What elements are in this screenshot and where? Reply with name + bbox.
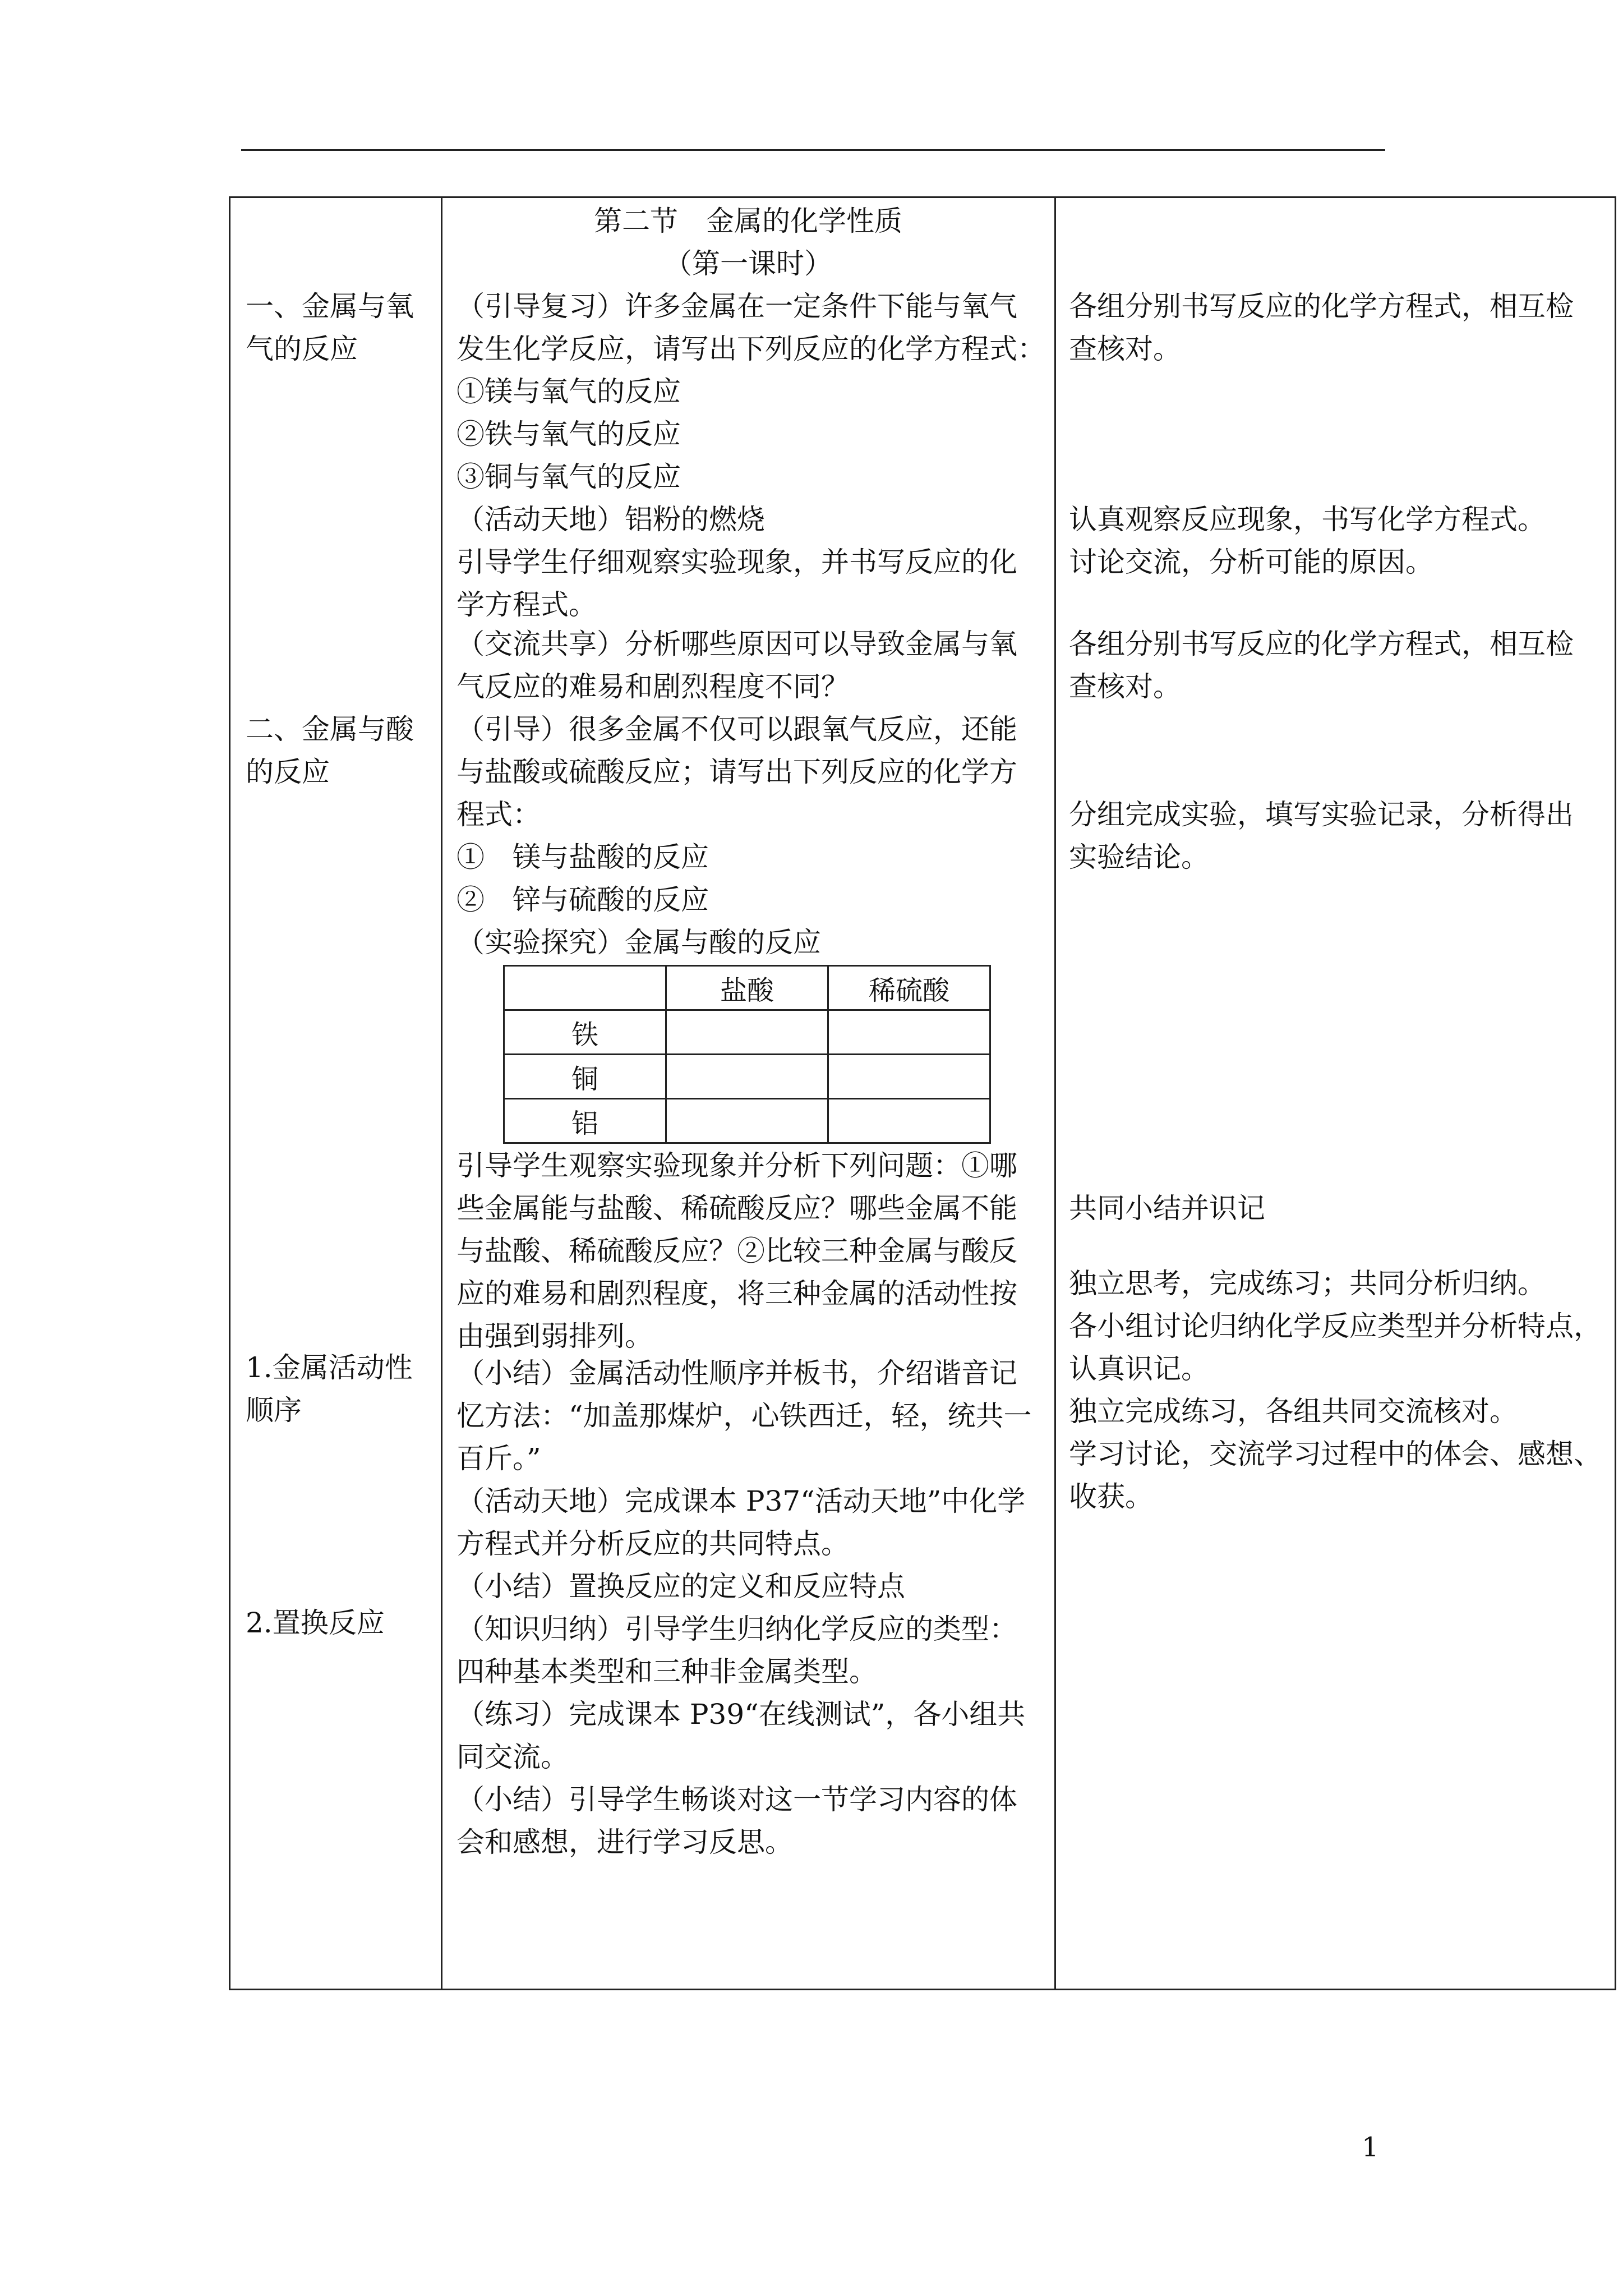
body-line: （小结）置换反应的定义和反应特点 xyxy=(457,1570,905,1603)
body-line: 由强到弱排列。 xyxy=(457,1320,653,1352)
result-cell xyxy=(828,1099,990,1143)
body-line: 四种基本类型和三种非金属类型。 xyxy=(457,1655,877,1688)
body-line: （实验探究）金属与酸的反应 xyxy=(457,926,821,959)
body-line: ①镁与氧气的反应 xyxy=(457,375,681,408)
body-line: 发生化学反应，请写出下列反应的化学方程式： xyxy=(457,333,1045,365)
student-activity-line: 各组分别书写反应的化学方程式，相互检 xyxy=(1069,290,1574,323)
student-activity-line: 分组完成实验，填写实验记录，分析得出 xyxy=(1069,798,1574,831)
experiment-header-cell: 盐酸 xyxy=(666,966,828,1010)
section-heading: 的反应 xyxy=(246,756,330,788)
result-cell xyxy=(666,1055,828,1099)
body-line: （活动天地）完成课本 P37“活动天地”中化学 xyxy=(457,1485,1026,1517)
metal-cell: 铜 xyxy=(504,1055,666,1099)
result-cell xyxy=(666,1010,828,1055)
lesson-subtitle: （第一课时） xyxy=(664,247,832,280)
student-activity-line: 各组分别书写反应的化学方程式，相互检 xyxy=(1069,628,1574,660)
experiment-row xyxy=(504,1099,990,1143)
section-heading: 二、金属与酸 xyxy=(246,713,414,746)
student-activity-line: 学习讨论，交流学习过程中的体会、感想、 xyxy=(1069,1438,1602,1470)
student-activity-line: 认真识记。 xyxy=(1069,1352,1209,1385)
student-activity-line: 讨论交流，分析可能的原因。 xyxy=(1069,546,1433,578)
section-heading: 一、金属与氧 xyxy=(246,290,414,323)
body-line: （引导复习）许多金属在一定条件下能与氧气 xyxy=(457,290,1017,323)
result-cell xyxy=(828,1010,990,1055)
body-line: 百斤。” xyxy=(457,1442,541,1475)
body-line: 程式： xyxy=(457,798,541,831)
body-line: 应的难易和剧烈程度，将三种金属的活动性按 xyxy=(457,1277,1017,1310)
lesson-title: 第二节 金属的化学性质 xyxy=(594,205,902,237)
experiment-header-row xyxy=(504,966,990,1010)
table-bottom-border xyxy=(229,1989,1616,1990)
body-line: （知识归纳）引导学生归纳化学反应的类型： xyxy=(457,1613,1017,1645)
column-divider-2 xyxy=(1054,196,1056,1990)
experiment-table xyxy=(503,965,991,1144)
student-activity-line: 实验结论。 xyxy=(1069,841,1209,873)
metal-cell: 铁 xyxy=(504,1010,666,1055)
experiment-row xyxy=(504,1010,990,1055)
section-heading: 顺序 xyxy=(246,1394,302,1427)
result-cell xyxy=(828,1055,990,1099)
experiment-row xyxy=(504,1055,990,1099)
body-line: 会和感想，进行学习反思。 xyxy=(457,1826,793,1858)
body-line: ② 锌与硫酸的反应 xyxy=(457,884,709,916)
body-line: （活动天地）铝粉的燃烧 xyxy=(457,503,765,536)
student-activity-line: 共同小结并识记 xyxy=(1069,1192,1265,1225)
body-line: 与盐酸、稀硫酸反应？②比较三种金属与酸反 xyxy=(457,1235,1017,1267)
table-top-border xyxy=(229,196,1616,198)
body-line: （小结）引导学生畅谈对这一节学习内容的体 xyxy=(457,1783,1017,1816)
student-activity-line: 独立完成练习，各组共同交流核对。 xyxy=(1069,1395,1518,1428)
section-heading: 1.金属活动性 xyxy=(246,1351,413,1384)
body-line: （小结）金属活动性顺序并板书，介绍谐音记 xyxy=(457,1357,1017,1389)
page-number: 1 xyxy=(1362,2132,1379,2163)
body-line: 引导学生仔细观察实验现象，并书写反应的化 xyxy=(457,546,1017,578)
student-activity-line: 查核对。 xyxy=(1069,670,1181,703)
student-activity-line: 独立思考，完成练习；共同分析归纳。 xyxy=(1069,1267,1546,1300)
body-line: 方程式并分析反应的共同特点。 xyxy=(457,1527,849,1560)
body-line: 气反应的难易和剧烈程度不同？ xyxy=(457,670,849,703)
body-line: 些金属能与盐酸、稀硫酸反应？哪些金属不能 xyxy=(457,1192,1017,1225)
student-activity-line: 查核对。 xyxy=(1069,333,1181,365)
body-line: 忆方法：“加盖那煤炉，心铁西迁，轻，统共一 xyxy=(457,1400,1032,1432)
body-line: （练习）完成课本 P39“在线测试”，各小组共 xyxy=(457,1698,1026,1731)
body-line: 与盐酸或硫酸反应；请写出下列反应的化学方 xyxy=(457,756,1017,788)
section-heading: 2.置换反应 xyxy=(246,1607,385,1639)
student-activity-line: 收获。 xyxy=(1069,1480,1153,1513)
experiment-header-cell xyxy=(504,966,666,1010)
student-activity-line: 各小组讨论归纳化学反应类型并分析特点， xyxy=(1069,1310,1602,1342)
body-line: 同交流。 xyxy=(457,1741,569,1773)
column-divider-1 xyxy=(441,196,442,1990)
body-line: ③铜与氧气的反应 xyxy=(457,461,681,493)
body-line: 引导学生观察实验现象并分析下列问题：①哪 xyxy=(457,1149,1017,1182)
student-activity-line: 认真观察反应现象，书写化学方程式。 xyxy=(1069,503,1546,536)
table-right-border xyxy=(1615,196,1616,1990)
body-line: 学方程式。 xyxy=(457,588,597,621)
result-cell xyxy=(666,1099,828,1143)
metal-cell: 铝 xyxy=(504,1099,666,1143)
body-line: ②铁与氧气的反应 xyxy=(457,418,681,450)
experiment-header-cell: 稀硫酸 xyxy=(828,966,990,1010)
body-line: ① 镁与盐酸的反应 xyxy=(457,841,709,873)
header-rule xyxy=(241,149,1385,151)
table-left-border xyxy=(229,196,230,1990)
section-heading: 气的反应 xyxy=(246,333,358,365)
body-line: （交流共享）分析哪些原因可以导致金属与氧 xyxy=(457,628,1017,660)
body-line: （引导）很多金属不仅可以跟氧气反应，还能 xyxy=(457,713,1017,746)
